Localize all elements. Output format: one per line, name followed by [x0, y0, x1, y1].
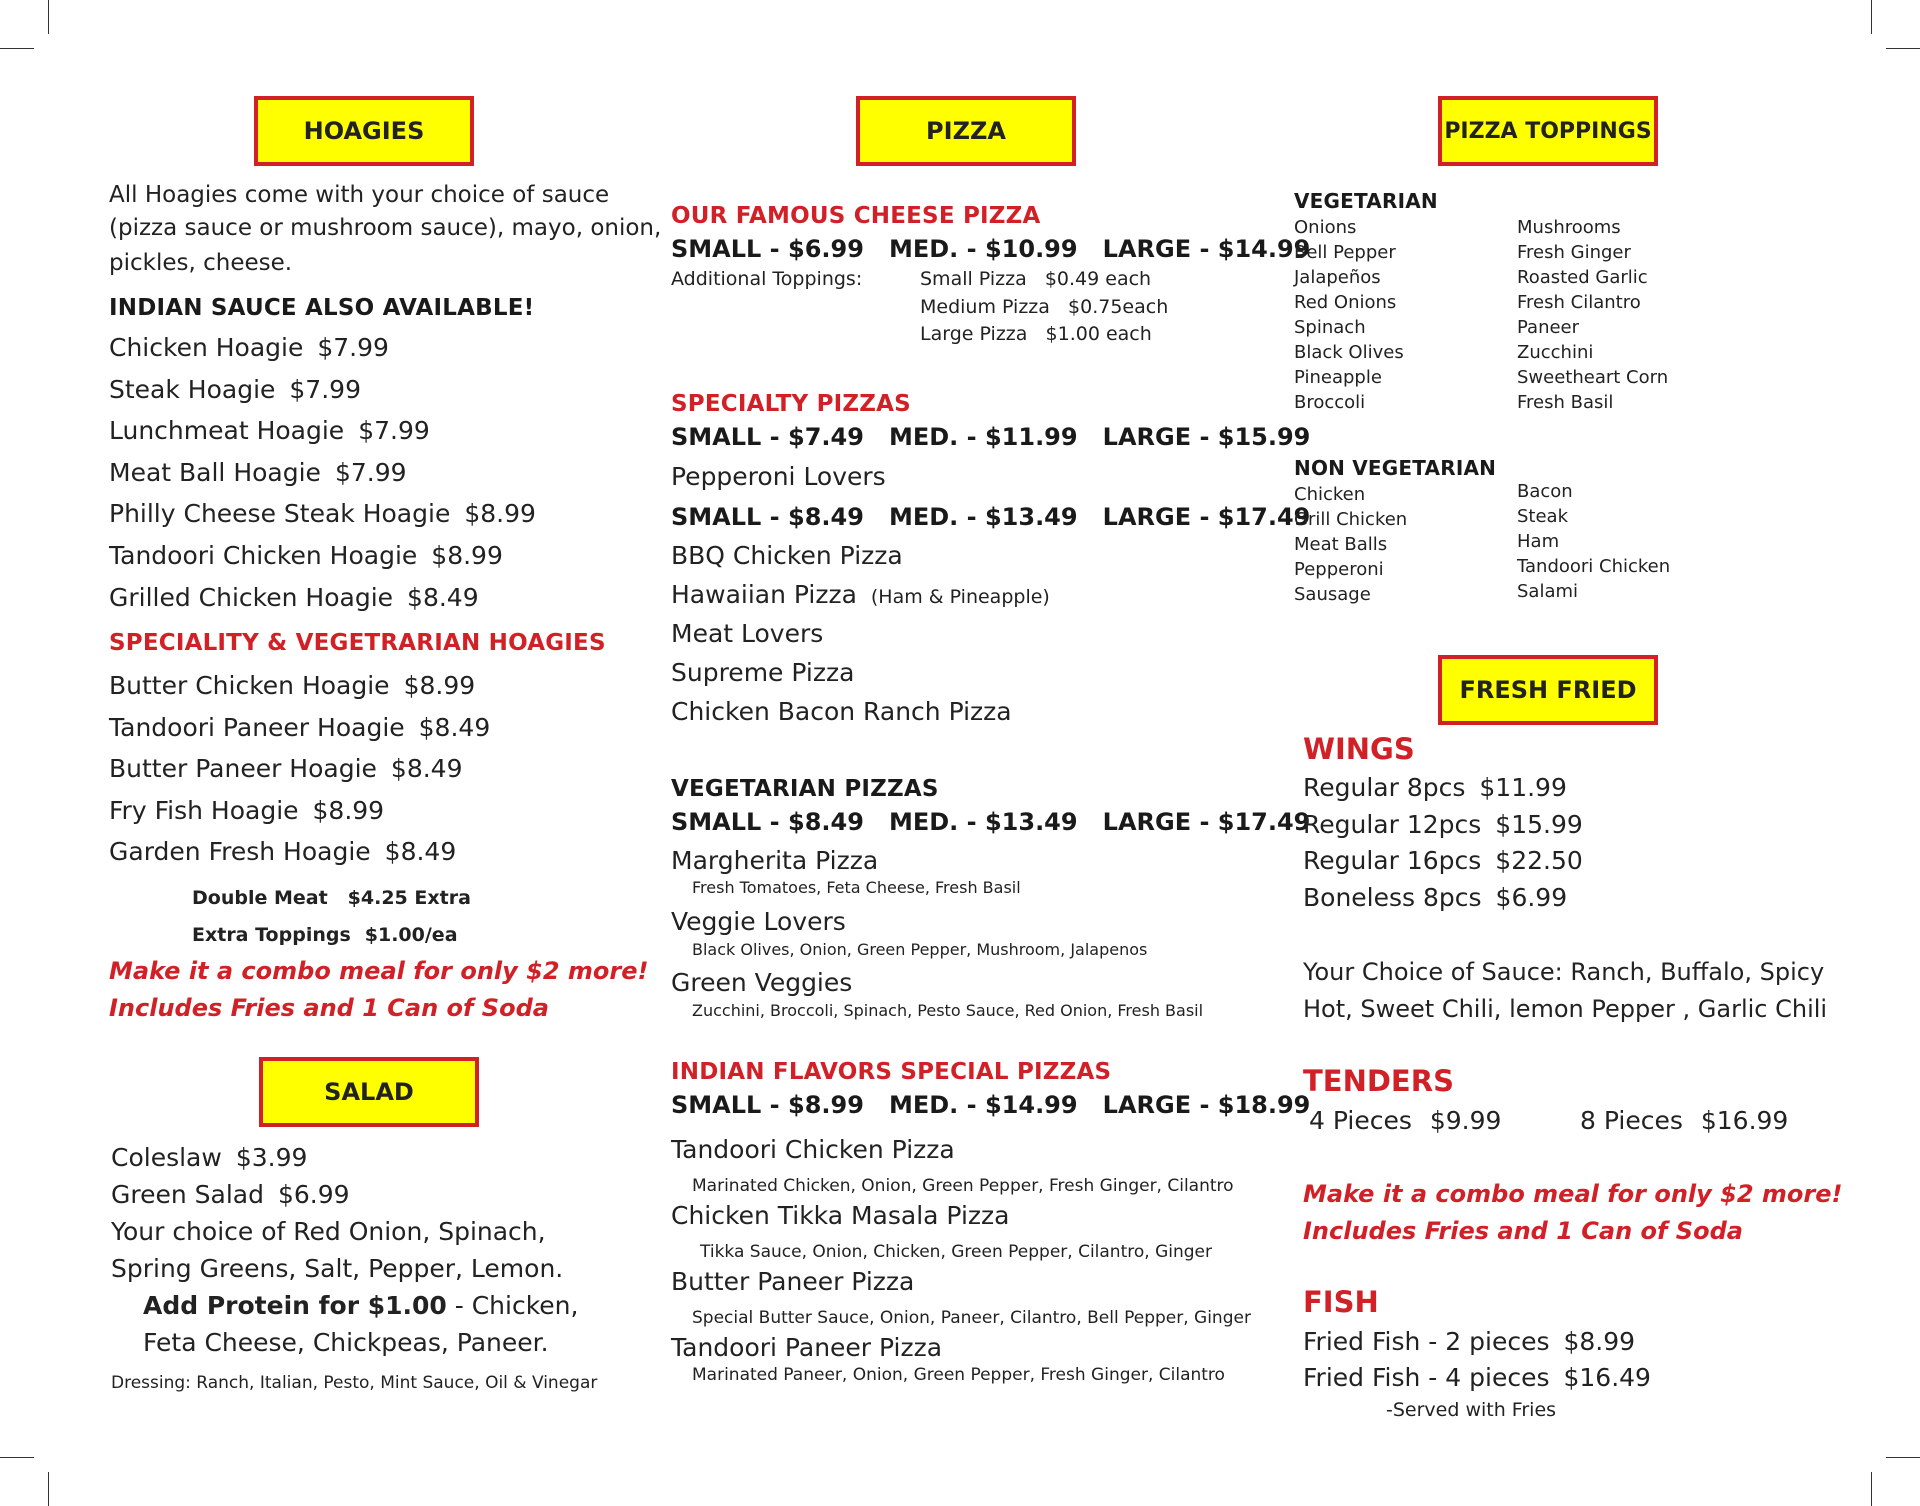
salad-choice-line: Your choice of Red Onion, Spinach,: [111, 1217, 546, 1246]
menu-item: [1303, 880, 1583, 917]
item-price: $8.99: [312, 795, 385, 825]
crop-mark: [1871, 1472, 1872, 1506]
topping-item: Chicken: [1294, 484, 1366, 505]
item-price: $8.49: [407, 582, 479, 612]
topping-item: Tandoori Chicken: [1517, 556, 1671, 577]
item-price: $7.99: [289, 374, 361, 404]
crop-mark: [1886, 1457, 1920, 1458]
speciality-hoagies-list: [109, 665, 490, 873]
speciality-hoagies-title: SPECIALITY & VEGETRARIAN HOAGIES: [109, 630, 606, 656]
pizza-item-desc: Special Butter Sauce, Onion, Paneer, Cilantro, Bell Pepper, Ginger: [692, 1308, 1251, 1328]
item-name: Hawaiian Pizza: [671, 580, 857, 609]
topping-item: Sweetheart Corn: [1517, 367, 1669, 388]
salad-choice-line: Spring Greens, Salt, Pepper, Lemon.: [111, 1254, 564, 1283]
item-price: $8.99: [464, 499, 536, 529]
menu-item: [109, 535, 536, 577]
pizza-item: Butter Paneer Pizza: [671, 1267, 915, 1296]
topping-item: Pepperoni: [1294, 559, 1384, 580]
item-price: $8.49: [384, 837, 457, 867]
topping-item: Ham: [1517, 531, 1560, 552]
fried-combo-line: Make it a combo meal for only $2 more!: [1303, 1180, 1843, 1208]
pizza-item: [671, 580, 1050, 609]
specialty-sizes-1: SMALL - $7.49 MED. - $11.99 LARGE - $15.99: [671, 423, 1311, 451]
item-name: Green Salad: [111, 1180, 264, 1209]
item-name: Philly Cheese Steak Hoagie: [109, 499, 451, 529]
crop-mark: [0, 48, 34, 49]
extra-double-meat: [192, 887, 471, 909]
cheese-pizza-title: OUR FAMOUS CHEESE PIZZA: [671, 203, 1041, 229]
topping-item: Paneer: [1517, 317, 1580, 338]
crop-mark: [48, 0, 49, 34]
pizza-item-desc: Marinated Paneer, Onion, Green Pepper, Fresh Ginger, Cilantro: [692, 1365, 1225, 1385]
item-price: $7.99: [317, 333, 389, 362]
menu-item: [109, 748, 490, 790]
topping-item: Fresh Cilantro: [1517, 292, 1641, 313]
topping-price-line: Small Pizza $0.49 each: [920, 268, 1152, 290]
menu-item: [1303, 770, 1583, 807]
indian-pizza-sizes: SMALL - $8.99 MED. - $14.99 LARGE - $18.99: [671, 1091, 1311, 1119]
item-price: $8.99: [403, 671, 476, 700]
menu-item: [109, 493, 536, 535]
extra-name: Extra Toppings: [192, 924, 351, 946]
topping-price-line: Medium Pizza $0.75each: [920, 296, 1169, 318]
topping-item: Steak: [1517, 506, 1569, 527]
item-price: $6.99: [1495, 883, 1568, 913]
pizza-item-desc: Zucchini, Broccoli, Spinach, Pesto Sauce, Red Onion, Fresh Basil: [692, 1001, 1204, 1020]
topping-item: Pineapple: [1294, 367, 1382, 388]
crop-mark: [0, 1457, 34, 1458]
pizza-item: Tandoori Paneer Pizza: [671, 1333, 943, 1362]
pizza-item: Veggie Lovers: [671, 907, 846, 936]
item-name: 8 Pieces: [1580, 1106, 1683, 1135]
specialty-pizza-title: SPECIALTY PIZZAS: [671, 391, 911, 417]
menu-item: [109, 831, 490, 873]
item-price: $8.49: [390, 754, 463, 784]
salad-protein-line2: Feta Cheese, Chickpeas, Paneer.: [143, 1328, 549, 1357]
wings-list: [1303, 770, 1583, 917]
nonveg-toppings-col1: [1294, 482, 1407, 607]
pizza-item: Meat Lovers: [671, 619, 824, 648]
topping-item: Sausage: [1294, 584, 1371, 605]
topping-item: Fresh Basil: [1517, 392, 1614, 413]
pizza-item: Supreme Pizza: [671, 658, 855, 687]
vegetarian-pizza-sizes: SMALL - $8.49 MED. - $13.49 LARGE - $17.49: [671, 808, 1311, 836]
pizza-item-desc: Black Olives, Onion, Green Pepper, Mushroom, Jalapenos: [692, 940, 1148, 959]
item-name: Butter Chicken Hoagie: [109, 671, 390, 700]
pizza-item-desc: Marinated Chicken, Onion, Green Pepper, Fresh Ginger, Cilantro: [692, 1176, 1234, 1196]
item-price: $3.99: [235, 1143, 308, 1172]
menu-item: [1580, 1106, 1788, 1135]
menu-item: [109, 577, 536, 619]
item-price: $8.49: [418, 712, 491, 742]
indian-sauce-note: INDIAN SAUCE ALSO AVAILABLE!: [109, 295, 535, 321]
salad-dressing: Dressing: Ranch, Italian, Pesto, Mint Sauce, Oil & Vinegar: [111, 1373, 598, 1393]
topping-item: Bacon: [1517, 481, 1573, 502]
hoagies-list: [109, 327, 536, 618]
salad-badge: SALAD: [259, 1057, 479, 1127]
item-price: $22.50: [1495, 846, 1583, 876]
item-name: Lunchmeat Hoagie: [109, 416, 345, 446]
item-name: Tandoori Paneer Hoagie: [109, 712, 405, 742]
protein-rest: - Chicken,: [446, 1291, 579, 1320]
pizza-item-desc: Tikka Sauce, Onion, Chicken, Green Pepper, Cilantro, Ginger: [700, 1242, 1212, 1262]
fish-note: -Served with Fries: [1386, 1399, 1557, 1421]
topping-item: Red Onions: [1294, 292, 1397, 313]
item-name: Regular 16pcs: [1303, 846, 1482, 876]
pizza-item: Chicken Tikka Masala Pizza: [671, 1201, 1010, 1230]
topping-item: Fresh Ginger: [1517, 242, 1631, 263]
crop-mark: [1886, 48, 1920, 49]
item-name: Boneless 8pcs: [1303, 883, 1482, 913]
pizza-badge: PIZZA: [856, 96, 1076, 166]
pizza-item: Margherita Pizza: [671, 846, 879, 875]
item-name: Fry Fish Hoagie: [109, 795, 299, 825]
nonveg-toppings-col2: [1517, 479, 1670, 604]
menu-item: [109, 327, 536, 369]
topping-item: Meat Balls: [1294, 534, 1388, 555]
veg-toppings-col2: [1517, 215, 1668, 415]
hoagies-combo-line: Make it a combo meal for only $2 more!: [109, 957, 649, 985]
item-name: Butter Paneer Hoagie: [109, 754, 377, 784]
fresh-fried-badge: FRESH FRIED: [1438, 655, 1658, 725]
hoagies-intro-line: pickles, cheese.: [109, 250, 293, 276]
toppings-veg-title: VEGETARIAN: [1294, 189, 1438, 213]
item-note: (Ham & Pineapple): [870, 586, 1050, 608]
cheese-pizza-sizes: SMALL - $6.99 MED. - $10.99 LARGE - $14.99: [671, 235, 1311, 263]
toppings-nonveg-title: NON VEGETARIAN: [1294, 456, 1497, 480]
item-price: $11.99: [1479, 773, 1567, 802]
extra-toppings: [192, 924, 458, 946]
item-name: Tandoori Chicken Hoagie: [109, 540, 418, 570]
item-name: Chicken Hoagie: [109, 333, 304, 362]
crop-mark: [1871, 0, 1872, 34]
hoagies-badge: HOAGIES: [254, 96, 474, 166]
pizza-item-desc: Fresh Tomatoes, Feta Cheese, Fresh Basil: [692, 878, 1021, 897]
item-price: $16.49: [1563, 1363, 1651, 1392]
topping-item: Jalapeños: [1294, 267, 1381, 288]
wings-sauce-line: Hot, Sweet Chili, lemon Pepper , Garlic Chili: [1303, 995, 1828, 1023]
topping-item: Grill Chicken: [1294, 509, 1408, 530]
topping-item: Bell Pepper: [1294, 242, 1396, 263]
item-price: $8.99: [1563, 1327, 1636, 1356]
topping-item: Spinach: [1294, 317, 1366, 338]
item-price: $7.99: [334, 457, 407, 487]
item-price: $8.99: [431, 540, 503, 570]
item-name: Regular 8pcs: [1303, 773, 1466, 802]
extra-price: $1.00/ea: [364, 924, 458, 946]
extra-name: Double Meat: [192, 887, 328, 909]
pizza-item: Green Veggies: [671, 968, 853, 997]
additional-toppings-label: Additional Toppings:: [671, 268, 863, 290]
topping-item: Salami: [1517, 581, 1579, 602]
menu-item: [109, 790, 490, 832]
vegetarian-pizza-title: VEGETARIAN PIZZAS: [671, 776, 939, 802]
item-name: Fried Fish - 4 pieces: [1303, 1363, 1550, 1392]
item-price: $6.99: [277, 1180, 350, 1209]
toppings-badge: PIZZA TOPPINGS: [1438, 96, 1658, 166]
extra-price: $4.25 Extra: [347, 887, 471, 909]
hoagies-combo-line: Includes Fries and 1 Can of Soda: [109, 994, 549, 1022]
menu-item: [109, 452, 536, 494]
wings-sauce-line: Your Choice of Sauce: Ranch, Buffalo, Spicy: [1303, 958, 1825, 986]
fried-combo-line: Includes Fries and 1 Can of Soda: [1303, 1217, 1743, 1245]
salad-protein-line: [143, 1291, 578, 1320]
topping-item: Zucchini: [1517, 342, 1594, 363]
topping-item: Mushrooms: [1517, 217, 1621, 238]
menu-item: [1303, 1363, 1651, 1392]
topping-item: Onions: [1294, 217, 1357, 238]
pizza-item: Chicken Bacon Ranch Pizza: [671, 697, 1012, 726]
protein-bold: Add Protein for $1.00: [143, 1291, 447, 1320]
topping-item: Black Olives: [1294, 342, 1404, 363]
indian-pizza-title: INDIAN FLAVORS SPECIAL PIZZAS: [671, 1059, 1112, 1085]
pizza-item-pepperoni-lovers: Pepperoni Lovers: [671, 462, 886, 491]
item-name: Meat Ball Hoagie: [109, 457, 321, 487]
crop-mark: [48, 1472, 49, 1506]
item-name: 4 Pieces: [1309, 1106, 1412, 1135]
menu-item: [109, 665, 490, 707]
fish-title: FISH: [1303, 1285, 1379, 1319]
veg-toppings-col1: [1294, 215, 1404, 415]
wings-title: WINGS: [1303, 732, 1415, 766]
item-name: Steak Hoagie: [109, 374, 276, 404]
specialty-sizes-2: SMALL - $8.49 MED. - $13.49 LARGE - $17.49: [671, 503, 1311, 531]
menu-item: [109, 369, 536, 411]
menu-item: [1309, 1106, 1501, 1135]
hoagies-intro-line: (pizza sauce or mushroom sauce), mayo, onion,: [109, 215, 662, 241]
item-price: $7.99: [358, 416, 430, 446]
topping-item: Broccoli: [1294, 392, 1366, 413]
menu-item: [1303, 1327, 1635, 1356]
hoagies-intro-line: All Hoagies come with your choice of sauce: [109, 182, 610, 208]
item-name: Regular 12pcs: [1303, 809, 1482, 839]
menu-item: [111, 1143, 307, 1172]
tenders-title: TENDERS: [1303, 1064, 1454, 1098]
item-name: Fried Fish - 2 pieces: [1303, 1327, 1550, 1356]
item-price: $15.99: [1495, 809, 1583, 839]
topping-item: Roasted Garlic: [1517, 267, 1648, 288]
item-name: Grilled Chicken Hoagie: [109, 582, 394, 612]
menu-item: [111, 1180, 350, 1209]
item-price: $9.99: [1429, 1106, 1502, 1135]
menu-item: [109, 707, 490, 749]
pizza-item: Tandoori Chicken Pizza: [671, 1135, 955, 1164]
item-price: $16.99: [1700, 1106, 1789, 1135]
menu-item: [1303, 807, 1583, 844]
menu-item: [109, 410, 536, 452]
topping-price-line: Large Pizza $1.00 each: [920, 323, 1152, 345]
item-name: Coleslaw: [111, 1143, 222, 1172]
item-name: Garden Fresh Hoagie: [109, 837, 371, 867]
menu-item: [1303, 843, 1583, 880]
pizza-item: BBQ Chicken Pizza: [671, 541, 903, 570]
